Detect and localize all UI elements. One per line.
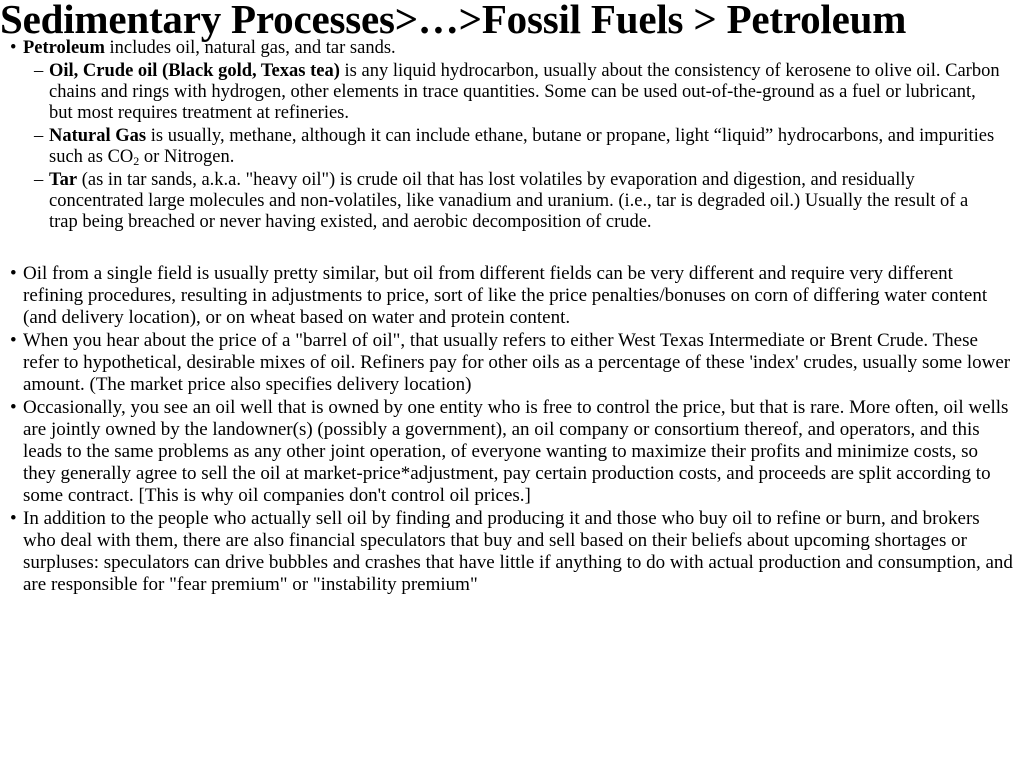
natural-gas-text-after: or Nitrogen.: [139, 147, 235, 167]
dash-marker: –: [34, 170, 44, 190]
bullet-marker: •: [10, 263, 17, 284]
sub-item-tar: [0, 170, 1014, 233]
co2-subscript: 2: [133, 154, 140, 168]
section-gap: [0, 235, 1024, 263]
dash-marker: –: [34, 61, 44, 81]
tar-term: Tar: [49, 170, 78, 190]
petroleum-bullet: [0, 38, 1024, 233]
paragraph-text: In addition to the people who actually sell oil by finding and producing it and those who buy oil to refine or burn, and brokers who deal with them, there are also financial speculators that buy and sell based on their beliefs about upcoming shortages or surpluses: speculators can drive bubbles and crashes that have little if anything to do with actual production and consumption, and are responsible for "fear premium" or "instability premium": [23, 508, 1013, 595]
slide-body: [0, 38, 1024, 597]
crude-oil-text: is any liquid hydrocarbon, usually about the consistency of kerosene to olive oil. Carbon chains and rings with hydrogen, other elements in trace quantities. Some can be used out-of-the-ground as a fuel or lubricant, but most requires treatment at refineries.: [49, 61, 1000, 123]
dash-marker: –: [34, 126, 44, 146]
paragraph-text: Occasionally, you see an oil well that is owned by one entity who is free to control the price, but that is rare. More often, oil wells are jointly owned by the landowner(s) (possibly a government), an oil company or consortium thereof, and operators, and this leads to the same problems as any other joint operation, of everyone wanting to maximize their profits and minimize costs, so they generally agree to sell the oil at market-price*adjustment, pay certain production costs, and proceeds are split according to some contract. [This is why oil companies don't control oil prices.]: [23, 397, 1009, 506]
bullet-marker: •: [10, 397, 17, 418]
sub-item-natural-gas: [0, 126, 1014, 168]
paragraph-well-ownership: [0, 397, 1024, 507]
sub-item-crude-oil: [0, 61, 1014, 124]
tar-text: (as in tar sands, a.k.a. "heavy oil") is crude oil that has lost volatiles by evaporation and digestion, and residually concentrated large molecules and non-volatiles, like vanadium and uranium. (i.e., tar is degraded oil.) Usually the result of a trap being breached or never having existed, and aerobic decomposition of crude.: [49, 170, 969, 232]
petroleum-sub-list: [23, 61, 1014, 233]
paragraph-text: When you hear about the price of a "barrel of oil", that usually refers to either West Texas Intermediate or Brent Crude. These refer to hypothetical, desirable mixes of oil. Refiners pay for other oils as a percentage of these 'index' crudes, usually some lower amount. (The market price also specifies delivery location): [23, 330, 1011, 395]
petroleum-term: Petroleum: [23, 38, 105, 58]
natural-gas-text: is usually, methane, although it can include ethane, butane or propane, light “liquid” hydrocarbons, and impurities such as CO: [49, 126, 995, 167]
paragraph-oil-fields: [0, 263, 1024, 329]
paragraph-speculators: [0, 508, 1024, 596]
crude-oil-term: Oil, Crude oil (Black gold, Texas tea): [49, 61, 340, 81]
page-title: Sedimentary Processes>…>Fossil Fuels > Petroleum: [0, 0, 907, 42]
petroleum-text: includes oil, natural gas, and tar sands.: [104, 38, 396, 58]
bullet-marker: •: [10, 508, 17, 529]
natural-gas-term: Natural Gas: [49, 126, 147, 146]
paragraph-barrel-price: [0, 330, 1024, 396]
paragraph-text: Oil from a single field is usually pretty similar, but oil from different fields can be very different and require very different refining procedures, resulting in adjustments to price, sort of like the price penalties/bonuses on corn of differing water content (and delivery location), or on wheat based on water and protein content.: [23, 263, 988, 328]
bullet-marker: •: [10, 38, 17, 58]
bullet-marker: •: [10, 330, 17, 351]
